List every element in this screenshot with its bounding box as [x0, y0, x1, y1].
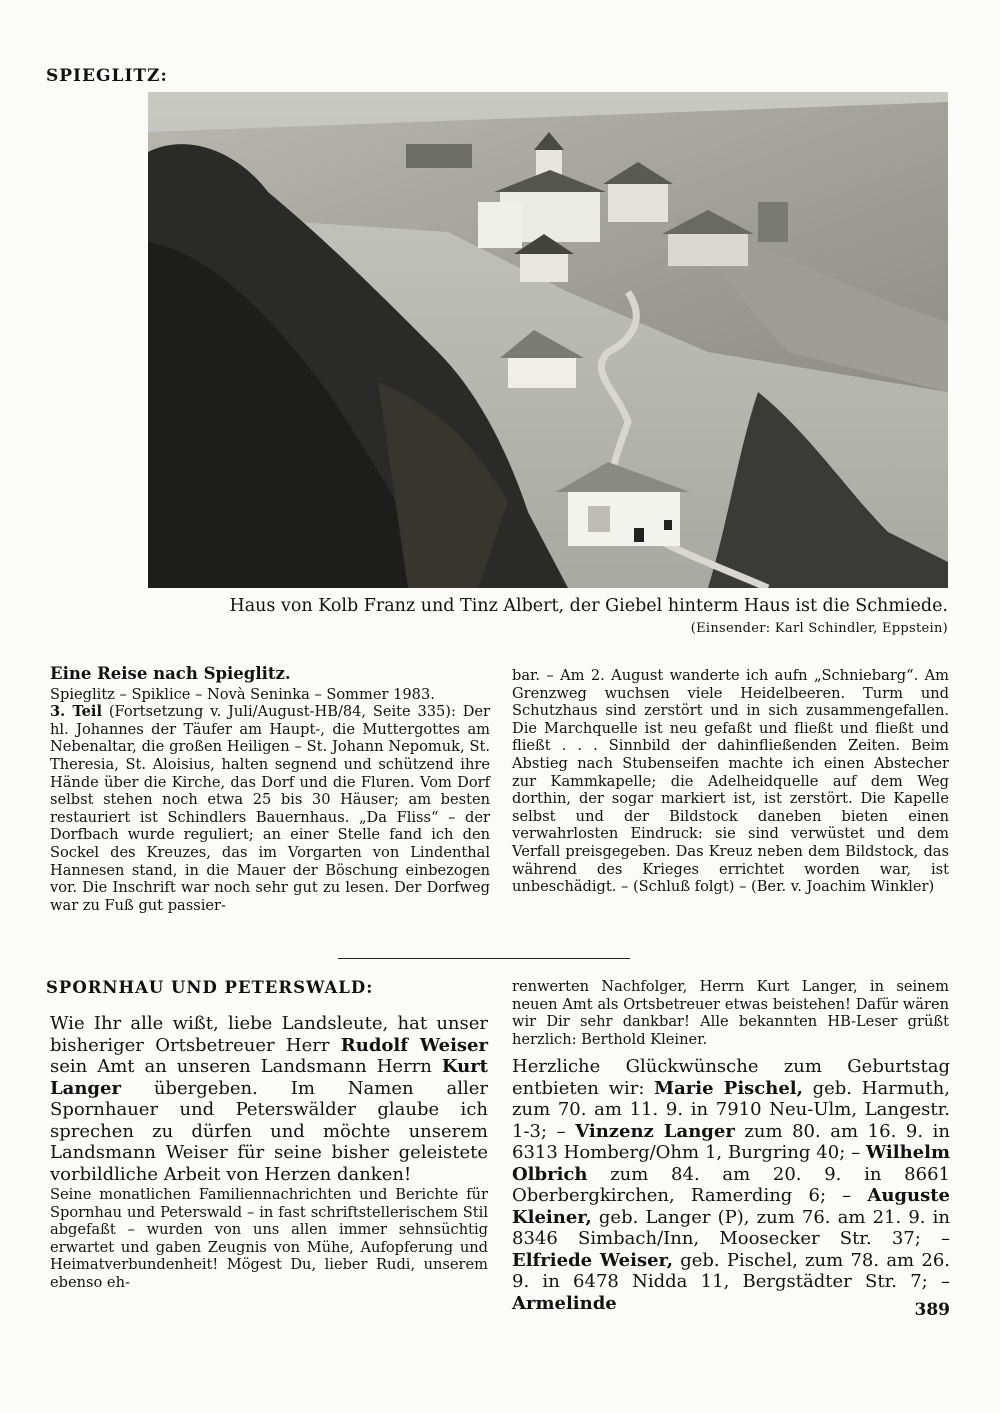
- article-left-column: [50, 665, 490, 914]
- village-photo: [148, 92, 948, 588]
- birthday-greetings: Herzliche Glückwünsche zum Geburtstag entbieten wir: Marie Pischel, geb. Harmuth, zum 70. am 11. 9. in 7910 Neu-Ulm, Langestr. 1-3; – Vinzenz Langer zum 80. am 16. 9. in 6313 Homberg/Ohm 1, Burgring 40; – Wilhelm Olbrich zum 84. am 20. 9. in 8661 Oberbergkirchen, Ramerding 6; – Auguste Kleiner, geb. Langer (P), zum 76. am 21. 9. in 8346 Simbach/Inn, Moosecker Str. 37; – Elfriede Weiser, geb. Pischel, zum 78. am 26. 9. in 6478 Nidda 11, Bergstädter Str. 7; – Armelinde: [512, 1056, 951, 1314]
- person-name: Elfriede Weiser,: [512, 1249, 673, 1271]
- spornhau-continuation: renwerten Nachfolger, Herrn Kurt Langer, in seinem neuen Amt als Ortsbetreuer etwas beistehen! Dafür wären wir Dir sehr dankbar! Alle bekannten HB-Leser grüßt herzlich: Berthold Kleiner.: [512, 978, 949, 1048]
- spornhau-body-small: Seine monatlichen Familiennachrichten und Berichte für Spornhau und Peterswald – in fast schriftstellerischem Stil abgefaßt – wurden von uns allen immer sehnsüchtig erwartet und gaben Zeugnis von Mühe, Aufopferung und Heimatverbundenheit! Mögest Du, lieber Rudi, unserem ebenso eh-: [50, 1186, 488, 1291]
- article-title: Eine Reise nach Spieglitz.: [50, 664, 291, 683]
- article-subtitle: Spieglitz – Spiklice – Novà Seninka – Sommer 1983.: [50, 685, 435, 703]
- article-body-left: (Fortsetzung v. Juli/August-HB/84, Seite 335): Der hl. Johannes der Täufer am Haupt-, die Muttergottes am Nebenaltar, die großen Heiligen – St. Johann Nepomuk, St. Theresia, St. Aloisius, halten segnend und schützend ihre Hände über die Kirche, das Dorf und die Fluren. Vom Dorf selbst stehen noch etwa 25 bis 30 Häuser; am besten restauriert ist Schindlers Bauernhaus. „Da Fliss“ – der Dorfbach wurde reguliert; an einer Stelle fand ich den Sockel des Kreuzes, das im Vorgarten von Lindenthal Hannesen stand, in die Mauer der Böschung einbezogen vor. Die Inschrift war noch sehr gut zu lesen. Der Dorfweg war zu Fuß gut passier-: [50, 703, 491, 914]
- house: [406, 144, 472, 168]
- page-number: 389: [914, 1300, 950, 1320]
- person-name: Marie Pischel,: [654, 1077, 803, 1099]
- person-name: Auguste Kleiner,: [512, 1185, 950, 1228]
- house: [478, 202, 522, 248]
- section-title-spornhau: SPORNHAU UND PETERSWALD:: [46, 978, 374, 997]
- house: [608, 182, 668, 222]
- person-name: Vinzenz Langer: [575, 1120, 735, 1142]
- name-rudolf-weiser: Rudolf Weiser: [340, 1034, 488, 1056]
- person-name: Armelinde: [512, 1292, 617, 1314]
- house: [668, 232, 748, 266]
- article-part-label: 3. Teil: [50, 703, 103, 721]
- photo-caption: Haus von Kolb Franz und Tinz Albert, der Giebel hinterm Haus ist die Schmiede.: [229, 596, 948, 616]
- name-kurt-langer: Kurt Langer: [50, 1056, 488, 1099]
- kolb-tinz-house: [568, 490, 680, 546]
- person-name: Wilhelm Olbrich: [512, 1142, 950, 1185]
- article-right-column: [512, 667, 949, 896]
- house: [520, 252, 568, 282]
- section-title-spieglitz: SPIEGLITZ:: [46, 66, 168, 86]
- spornhau-intro: Wie Ihr alle wißt, liebe Landsleute, hat unser bisheriger Ortsbetreuer Herr Rudolf Weiser sein Amt an unseren Landsmann Herrn Kurt Langer übergeben. Im Namen aller Spornhauer und Peterswälder glaube ich sprechen zu dürfen und möchte unserem Landsmann Weiser für seine bisher geleistete vorbildliche Arbeit von Herzen danken!: [50, 1013, 488, 1185]
- spornhau-left-column: [50, 1013, 488, 1292]
- section-divider: [338, 958, 630, 959]
- barn: [758, 202, 788, 242]
- article-body-right: bar. – Am 2. August wanderte ich aufn „Schniebarg“. Am Grenzweg wuchsen viele Heidelbeeren. Turm und Schutzhaus sind zerstört und in sich zusammengefallen. Die Marchquelle ist neu gefaßt und fließt und fließt und fließt . . . Sinnbild der dahinfließenden Zeiten. Beim Abstieg nach Stubenseifen machte ich einen Abstecher zur Kammkapelle; die Adelheidquelle auf dem Weg dorthin, der sogar markiert ist, ist zerstört. Die Kapelle selbst und der Bildstock daneben bieten einen verwahrlosten Eindruck: sie sind verwüstet und dem Verfall preisgegeben. Das Kreuz neben dem Bildstock, das während des Krieges errichtet worden war, ist unbeschädigt. – (Schluß folgt) – (Ber. v. Joachim Winkler): [512, 667, 949, 896]
- photo-credit: (Einsender: Karl Schindler, Eppstein): [690, 621, 948, 636]
- house: [508, 354, 576, 388]
